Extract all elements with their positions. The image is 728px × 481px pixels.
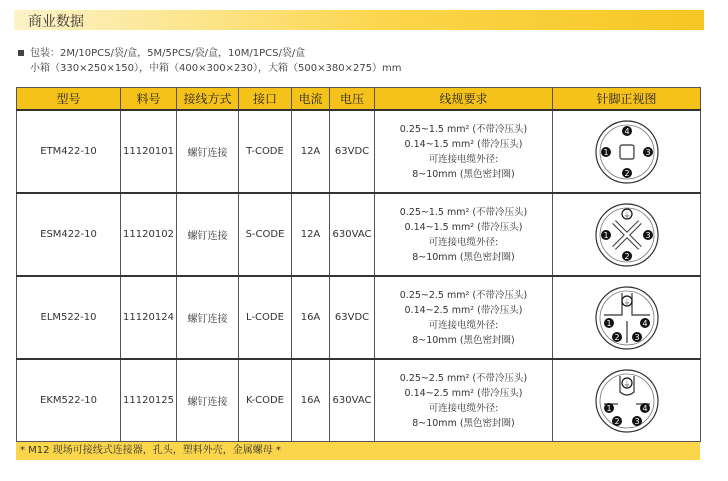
- cell-current: 16A: [292, 276, 330, 359]
- cell-model: ESM422-10: [17, 193, 121, 276]
- pin-label: 3: [644, 230, 651, 240]
- wire-spec-line: 0.14~1.5 mm² (带冷压头): [404, 138, 523, 150]
- cell-voltage: 63VDC: [330, 110, 375, 193]
- pin-label: 4: [623, 126, 630, 136]
- packaging-line-2: 小箱（330×250×150），中箱（400×300×230），大箱（500×380×275）mm: [30, 63, 402, 74]
- cell-code: T-CODE: [239, 110, 292, 193]
- table-row: [17, 359, 701, 442]
- cell-part: 11120125: [121, 359, 177, 442]
- wire-spec-line: 0.25~2.5 mm² (不带冷压头): [399, 289, 528, 301]
- header-wire-spec: 线规要求: [375, 88, 553, 111]
- wire-spec-line: 可连接电缆外径:: [428, 153, 499, 165]
- header-interface: 接口: [239, 88, 292, 111]
- cell-current: 16A: [292, 359, 330, 442]
- k-code-pin-diagram-icon: [594, 368, 660, 434]
- cell-voltage: 63VDC: [330, 276, 375, 359]
- pin-label: 4: [641, 403, 648, 413]
- pin-label: 2: [613, 332, 620, 342]
- cell-code: K-CODE: [239, 359, 292, 442]
- header-pin-view: 针脚正视图: [553, 88, 701, 111]
- l-code-pin-diagram-icon: [594, 285, 660, 351]
- cell-wiring: 螺钉连接: [177, 110, 239, 193]
- wire-spec-line: 8~10mm (黑色密封圈): [412, 251, 515, 263]
- wire-spec-line: 0.14~2.5 mm² (带冷压头): [404, 387, 523, 399]
- cell-wire-spec: [375, 110, 553, 193]
- pin-label: ⏚: [623, 210, 630, 219]
- cell-current: 12A: [292, 110, 330, 193]
- wire-spec-line: 可连接电缆外径:: [428, 236, 499, 248]
- cell-voltage: 630VAC: [330, 193, 375, 276]
- wire-spec-line: 0.14~1.5 mm² (带冷压头): [404, 221, 523, 233]
- cell-model: ELM522-10: [17, 276, 121, 359]
- cell-pin-view: [553, 276, 701, 359]
- cell-wire-spec: [375, 193, 553, 276]
- wire-spec-line: 8~10mm (黑色密封圈): [412, 417, 515, 429]
- packaging-line-1: 包装：2M/10PCS/袋/盒，5M/5PCS/袋/盒，10M/1PCS/袋/盒: [30, 48, 306, 59]
- pin-label: ⏚: [623, 297, 630, 306]
- table-header-row: [17, 88, 701, 111]
- pin-label: 2: [623, 168, 630, 178]
- wire-spec-line: 0.25~1.5 mm² (不带冷压头): [399, 206, 528, 218]
- pin-label: ⏚: [623, 379, 630, 388]
- wire-spec-line: 可连接电缆外径:: [428, 319, 499, 331]
- wire-spec-line: 可连接电缆外径:: [428, 402, 499, 414]
- section-header-bar: [14, 10, 704, 30]
- pin-label: 1: [605, 318, 612, 328]
- pin-label: 2: [623, 251, 630, 261]
- cell-current: 12A: [292, 193, 330, 276]
- cell-code: L-CODE: [239, 276, 292, 359]
- table-row: [17, 110, 701, 193]
- wire-spec-line: 8~10mm (黑色密封圈): [412, 168, 515, 180]
- footer-note: * M12 现场可接线式连接器，孔头，塑料外壳，金属螺母 *: [16, 442, 700, 460]
- header-voltage: 电压: [330, 88, 375, 111]
- table-row: [17, 193, 701, 276]
- cell-code: S-CODE: [239, 193, 292, 276]
- wire-spec-line: 0.25~1.5 mm² (不带冷压头): [399, 123, 528, 135]
- cell-wire-spec: [375, 359, 553, 442]
- pin-label: 4: [641, 318, 648, 328]
- cell-pin-view: [553, 193, 701, 276]
- wire-spec-line: 0.25~2.5 mm² (不带冷压头): [399, 372, 528, 384]
- pin-label: 1: [605, 403, 612, 413]
- pin-label: 1: [602, 230, 609, 240]
- cell-model: EKM522-10: [17, 359, 121, 442]
- table-row: [17, 276, 701, 359]
- cell-model: ETM422-10: [17, 110, 121, 193]
- bullet-square-icon: [18, 50, 24, 56]
- cell-wiring: 螺钉连接: [177, 193, 239, 276]
- cell-wiring: 螺钉连接: [177, 359, 239, 442]
- t-code-pin-diagram-icon: [594, 119, 660, 185]
- pin-label: 3: [633, 416, 640, 426]
- header-part-number: 料号: [121, 88, 177, 111]
- wire-spec-line: 0.14~2.5 mm² (带冷压头): [404, 304, 523, 316]
- pin-label: 3: [633, 332, 640, 342]
- section-title: 商业数据: [28, 14, 84, 30]
- cell-voltage: 630VAC: [330, 359, 375, 442]
- s-code-pin-diagram-icon: [594, 202, 660, 268]
- pin-label: 2: [613, 416, 620, 426]
- pin-label: 1: [602, 147, 609, 157]
- wire-spec-line: 8~10mm (黑色密封圈): [412, 334, 515, 346]
- cell-wire-spec: [375, 276, 553, 359]
- header-model: 型号: [17, 88, 121, 111]
- header-wiring: 接线方式: [177, 88, 239, 111]
- cell-part: 11120102: [121, 193, 177, 276]
- cell-pin-view: [553, 359, 701, 442]
- cell-wiring: 螺钉连接: [177, 276, 239, 359]
- cell-part: 11120124: [121, 276, 177, 359]
- header-current: 电流: [292, 88, 330, 111]
- pin-label: 3: [644, 147, 651, 157]
- cell-pin-view: [553, 110, 701, 193]
- product-table: [16, 87, 701, 442]
- packaging-info: [30, 46, 402, 76]
- cell-part: 11120101: [121, 110, 177, 193]
